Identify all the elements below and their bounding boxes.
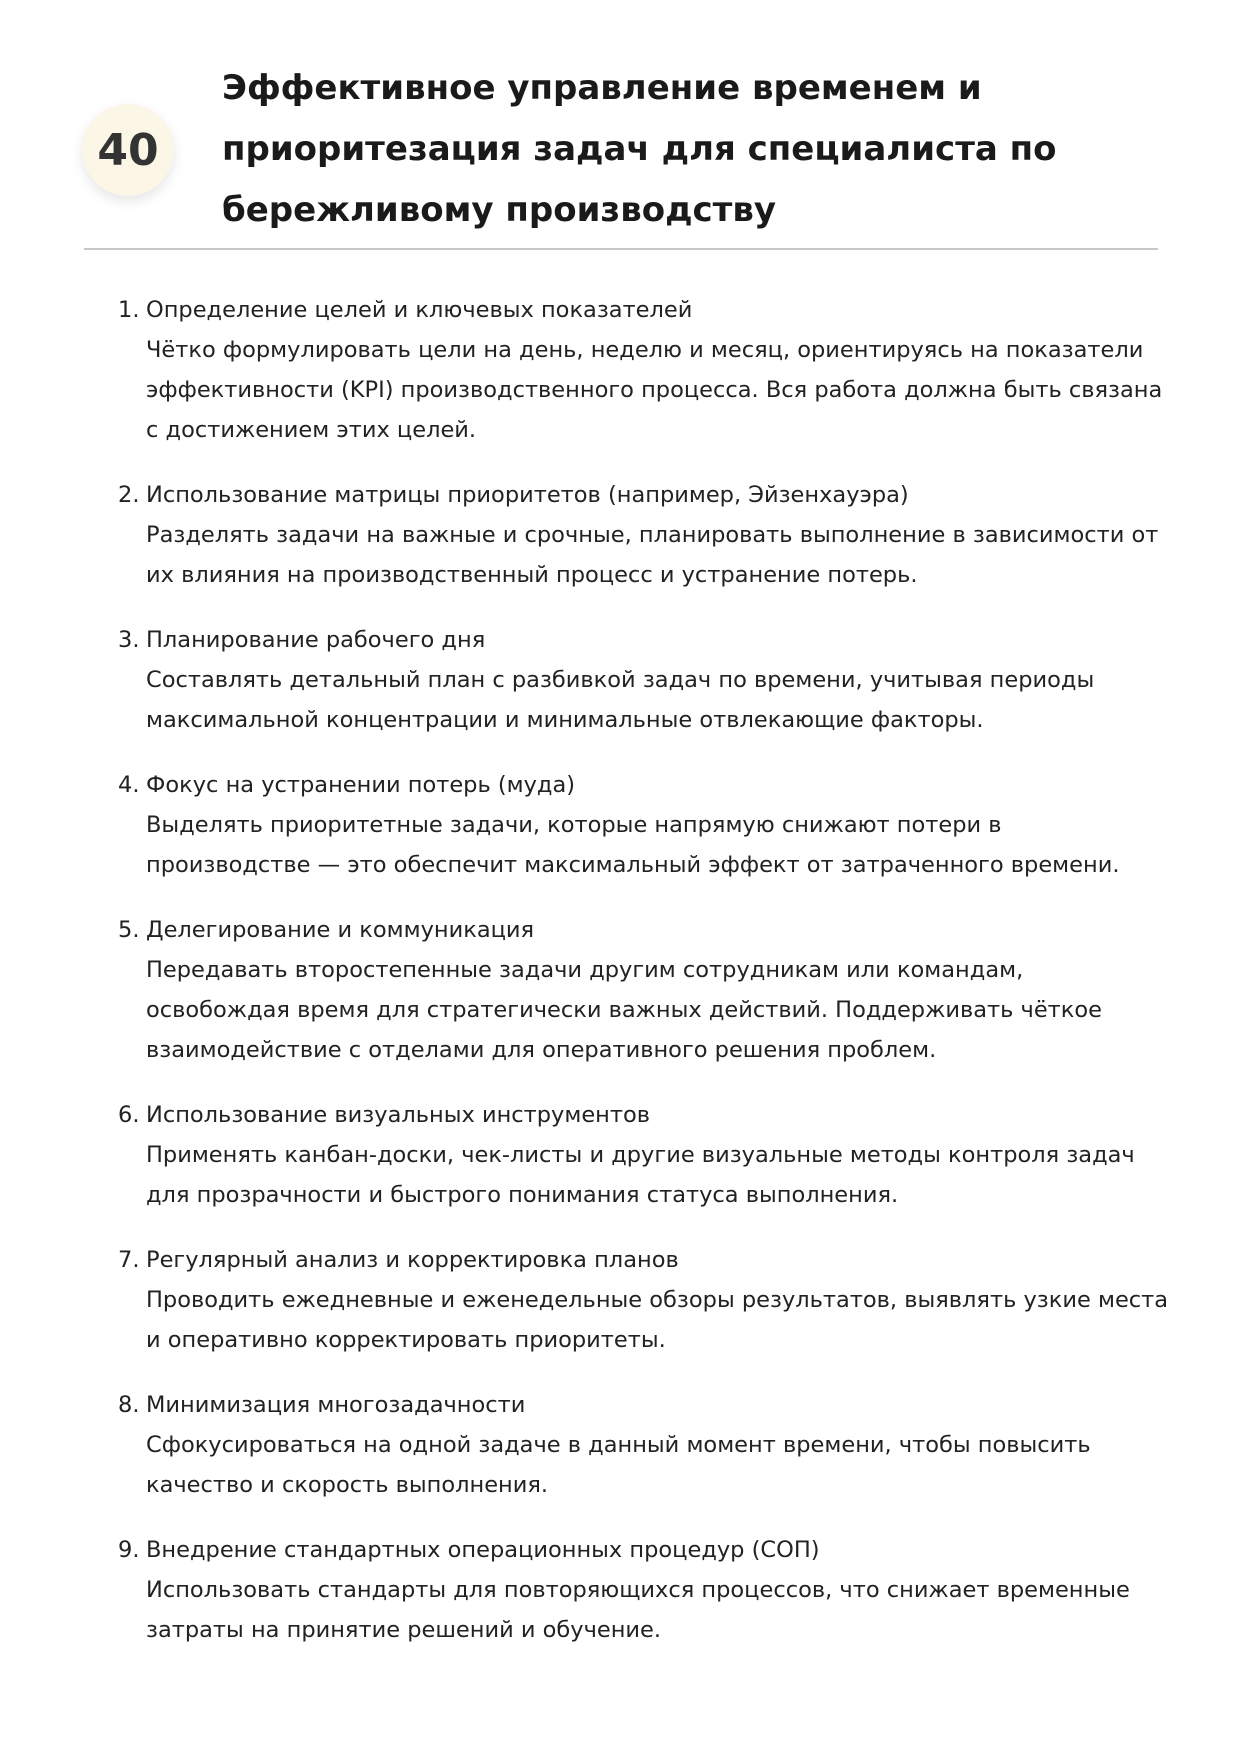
item-title: Внедрение стандартных операционных процедур (СОП) xyxy=(146,1537,820,1563)
item-number: 2. xyxy=(118,482,140,508)
list-item xyxy=(92,1095,1172,1215)
item-number: 1. xyxy=(118,297,140,323)
page-title: Эффективное управление временем и приоритезация задач для специалиста по бережливому производству xyxy=(222,68,1057,230)
item-number: 4. xyxy=(118,772,140,798)
item-description: Сфокусироваться на одной задаче в данный момент времени, чтобы повысить качество и скорость выполнения. xyxy=(146,1432,1091,1498)
tips-list xyxy=(92,290,1172,1675)
list-item xyxy=(92,1385,1172,1505)
item-number: 3. xyxy=(118,627,140,653)
item-number: 7. xyxy=(118,1247,140,1273)
item-title: Использование визуальных инструментов xyxy=(146,1102,651,1128)
title-divider xyxy=(84,248,1158,250)
item-description: Чётко формулировать цели на день, неделю и месяц, ориентируясь на показатели эффективности (KPI) производственного процесса. Вся работа должна быть связана с достижением этих целей. xyxy=(146,337,1163,443)
item-number: 8. xyxy=(118,1392,140,1418)
list-item xyxy=(92,475,1172,595)
item-description: Применять канбан-доски, чек-листы и другие визуальные методы контроля задач для прозрачности и быстрого понимания статуса выполнения. xyxy=(146,1142,1135,1208)
item-description: Составлять детальный план с разбивкой задач по времени, учитывая периоды максимальной концентрации и минимальные отвлекающие факторы. xyxy=(146,667,1095,733)
item-description: Передавать второстепенные задачи другим сотрудникам или командам, освобождая время для стратегически важных действий. Поддерживать чёткое взаимодействие с отделами для оперативного решения проблем. xyxy=(146,957,1102,1063)
list-item xyxy=(92,1240,1172,1360)
item-title: Минимизация многозадачности xyxy=(146,1392,526,1418)
item-title: Фокус на устранении потерь (муда) xyxy=(146,772,576,798)
list-item xyxy=(92,910,1172,1070)
item-number: 6. xyxy=(118,1102,140,1128)
item-number: 9. xyxy=(118,1537,140,1563)
item-description: Разделять задачи на важные и срочные, планировать выполнение в зависимости от их влияния на производственный процесс и устранение потерь. xyxy=(146,522,1159,588)
item-title: Использование матрицы приоритетов (например, Эйзенхауэра) xyxy=(146,482,909,508)
list-item xyxy=(92,290,1172,450)
list-item xyxy=(92,1530,1172,1650)
page-number-badge: 40 xyxy=(82,104,174,196)
item-title: Делегирование и коммуникация xyxy=(146,917,535,943)
list-item xyxy=(92,765,1172,885)
item-title: Определение целей и ключевых показателей xyxy=(146,297,693,323)
item-number: 5. xyxy=(118,917,140,943)
item-description: Выделять приоритетные задачи, которые напрямую снижают потери в производстве — это обеспечит максимальный эффект от затраченного времени. xyxy=(146,812,1120,878)
list-item xyxy=(92,620,1172,740)
item-description: Использовать стандарты для повторяющихся процессов, что снижает временные затраты на принятие решений и обучение. xyxy=(146,1577,1130,1643)
item-title: Регулярный анализ и корректировка планов xyxy=(146,1247,679,1273)
item-title: Планирование рабочего дня xyxy=(146,627,486,653)
item-description: Проводить ежедневные и еженедельные обзоры результатов, выявлять узкие места и оперативно корректировать приоритеты. xyxy=(146,1287,1169,1353)
